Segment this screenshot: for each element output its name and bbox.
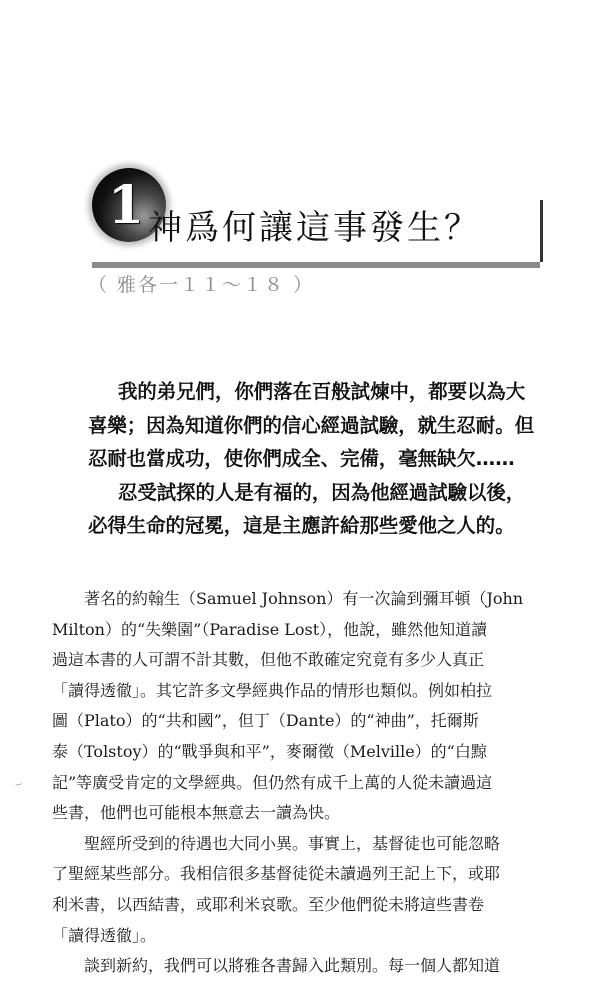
quote-line: 喜樂；因為知道你們的信心經過試驗，就生忍耐。但 <box>88 413 534 437</box>
scripture-quote <box>88 375 534 543</box>
title-horizontal-rule <box>92 262 540 268</box>
body-line: 些書，他們也可能根本無意去一讀為快。 <box>52 803 341 823</box>
scripture-reference: （ 雅各一１１～１８ ） <box>88 274 315 296</box>
chapter-title: 神爲何讓這事發生？ <box>148 208 481 248</box>
body-line: 談到新約，我們可以將雅各書歸入此類別。每一個人都知道 <box>84 956 501 976</box>
body-line: 記”等廣受肯定的文學經典。但仍然有成千上萬的人從未讀過這 <box>52 772 493 792</box>
body-line: 著名的約翰生（Samuel Johnson）有一次論到彌耳頓（John <box>84 589 524 608</box>
body-line: Milton）的“失樂園”（Paradise Lost），他說，雖然他知道讀 <box>52 619 488 639</box>
body-line: 「讀得透徹」。其它許多文學經典作品的情形也類似。例如柏拉 <box>52 680 493 700</box>
body-line: 圖（Plato）的“共和國”，但丁（Dante）的“神曲”，托爾斯 <box>52 711 479 731</box>
body-line: 聖經所受到的待遇也大同小異。事實上，基督徒也可能忽略 <box>84 833 501 853</box>
chapter-number: 1 <box>108 175 145 236</box>
body-line: 利米書，以西結書，或耶利米哀歌。至少他們從未將這些書卷 <box>52 894 485 914</box>
body-line: 「讀得透徹」。 <box>52 925 157 945</box>
body-line: 泰（Tolstoy）的“戰爭與和平”，麥爾徵（Melville）的“白黥 <box>52 741 487 761</box>
body-line: 了聖經某些部分。我相信很多基督徒從未讀過列王記上下，或耶 <box>52 864 501 884</box>
quote-line: 忍受試探的人是有福的，因為他經過試驗以後， <box>118 480 526 504</box>
body-text <box>52 584 552 982</box>
title-vertical-rule <box>540 200 543 262</box>
body-line: 過這本書的人可謂不計其數，但他不敢確定究竟有多少人真正 <box>52 650 485 670</box>
quote-line: 忍耐也當成功，使你們成全、完備，毫無缺欠…… <box>88 447 515 470</box>
quote-line: 必得生命的冠冕，這是主應許給那些愛他之人的。 <box>88 514 515 537</box>
quote-line: 我的弟兄們，你們落在百般試煉中，都要以為大 <box>118 380 526 403</box>
margin-mark: ~ <box>12 776 26 793</box>
